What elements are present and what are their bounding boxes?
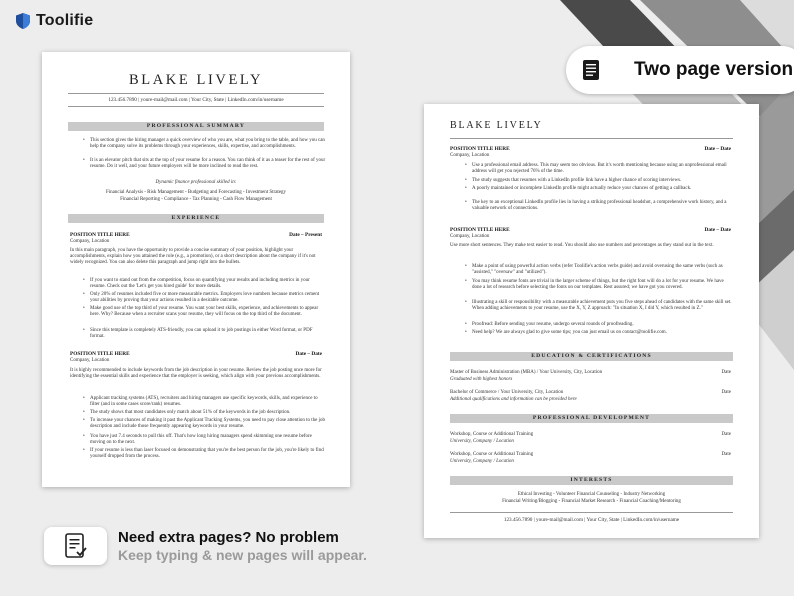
contact-line: 123.456.7890 | youre-mail@mail.com | Your City, State | LinkedIn.com/in/username	[108, 97, 284, 103]
job-bullet: • Only 20% of resumes included five or more measurable metrics. Employers love numbers because metrics cement your abilities by proving that your actions resulted in a desirable outcome.	[90, 292, 326, 304]
footer-title: Need extra pages? No problem	[118, 529, 339, 546]
resume-page-2	[424, 104, 759, 538]
summary-bullet: • This section gives the hiring manager a quick overview of who you are, what you bring to the table, and how you can help the company solve its problems through your experiences, skills, expertise, and accomplishments.	[90, 138, 326, 150]
divider	[450, 512, 733, 513]
development-course: Workshop, Course or Additional Training	[450, 452, 534, 457]
skills-heading: Dynamic finance professional skilled in:	[155, 180, 237, 185]
education-date: Date	[721, 370, 731, 375]
job-bullet: • The study shows that most candidates only match about 51% of the keywords in the job description.	[90, 410, 326, 416]
interests-line: Financial Writing/Blogging - Financial Market Research - Financial Coaching/Mentoring	[502, 499, 681, 504]
interests-line: Ethical Investing - Volunteer Financial Counseling - Industry Networking	[517, 492, 666, 497]
job-bullet: • Applicant tracking systems (ATS), recruiters and hiring managers use specific keywords, skills, and experience to filter (and in some cases score/rank) resumes.	[90, 396, 326, 408]
job-company: Company, Location	[70, 358, 110, 363]
badge-label: Two page version	[634, 59, 794, 80]
job-bullet: • The study suggests that resumes with a LinkedIn profile link have a higher chance of scoring interviews.	[472, 178, 734, 184]
skills-line: Financial Analysis - Risk Management - Budgeting and Forecasting - Investment Strategy	[105, 190, 287, 195]
job-bullet: • A poorly maintained or incomplete LinkedIn profile might actually reduce your chances of getting a callback.	[472, 186, 734, 192]
development-date: Date	[721, 452, 731, 457]
development-place: University, Company / Location	[450, 459, 514, 464]
education-date: Date	[721, 390, 731, 395]
section-title-experience: EXPERIENCE	[68, 214, 324, 223]
job-company: Company, Location	[450, 234, 490, 239]
job-bullet: • Since this template is completely ATS-friendly, you can upload it to job postings in either Word format, or PDF format.	[90, 328, 326, 340]
job-date: Date – Present	[289, 232, 322, 238]
job-date: Date – Date	[704, 146, 731, 152]
divider	[68, 106, 324, 107]
brand-name: Toolifie	[36, 12, 94, 29]
job-bullet: • Use a professional email address. This may seem too obvious. But it's worth mentioning because using an unprofessional email address will get you rejected 76% of the time.	[472, 163, 734, 175]
job-intro: In this main paragraph, you have the opportunity to provide a concise summary of your position, highlight your accomplishments, explain how you attained the role (e.g., a promotion), or a short description about the company if it's not widely recognized. You can also delete this paragraph and jump right into the bullets.	[70, 248, 316, 266]
two-page-badge	[566, 46, 794, 94]
job-title: POSITION TITLE HERE	[450, 227, 510, 233]
job-intro: It is highly recommended to include keywords from the job description in your resume. Review the job posting once more for identifying the essential skills and experience that the employer is seeking, which align with your previous accomplishments.	[70, 368, 322, 380]
checklist-icon	[63, 532, 89, 560]
job-title: POSITION TITLE HERE	[450, 146, 510, 152]
job-bullet: • To increase your chances of making it past the Applicant Tracking Systems, you need to pay close attention to the job description and include those frequently appearing keywords in your resume.	[90, 418, 326, 430]
job-bullet: • Need help? We are always glad to give some tips; you can just email us on contact@toolifie.com.	[472, 330, 734, 336]
section-title-education: EDUCATION & CERTIFICATIONS	[450, 352, 733, 361]
job-company: Company, Location	[450, 153, 490, 158]
job-bullet: • The key to an exceptional LinkedIn profile lies in having a striking professional headshot, a comprehensive work history, and a valuable network of connections.	[472, 200, 734, 212]
education-note: Additional qualifications and information can be provided here	[450, 397, 577, 402]
candidate-name: BLAKE LIVELY	[128, 72, 264, 88]
development-date: Date	[721, 432, 731, 437]
job-bullet: • Proofread: Before sending your resume, undergo several rounds of proofreading.	[472, 322, 734, 328]
document-icon	[582, 59, 600, 81]
job-bullet: • If your resume is less than laser focused on demonstrating that you're the best person for the job, you're likely to find yourself dropped from the process.	[90, 448, 326, 460]
section-title-interests: INTERESTS	[450, 476, 733, 485]
section-title-summary: PROFESSIONAL SUMMARY	[68, 122, 324, 131]
badge-icon-wrap	[572, 51, 610, 89]
job-bullet: • You have just 7.4 seconds to pull this off. That's how long hiring managers spend skimming one resume before moving on to the next.	[90, 434, 326, 446]
job-date: Date – Date	[704, 227, 731, 233]
skills-line: Financial Reporting - Compliance - Tax Planning - Cash Flow Management	[120, 197, 272, 202]
development-place: University, Company / Location	[450, 439, 514, 444]
section-title-development: PROFESSIONAL DEVELOPMENT	[450, 414, 733, 423]
resume-page-1	[42, 52, 350, 487]
job-title: POSITION TITLE HERE	[70, 232, 130, 238]
footer-subtitle: Keep typing & new pages will appear.	[118, 547, 367, 563]
contact-line: 123.456.7890 | youre-mail@mail.com | Your City, State | LinkedIn.com/in/username	[503, 517, 680, 523]
education-note: Graduated with highest honors	[450, 377, 513, 382]
candidate-name: BLAKE LIVELY	[450, 120, 543, 131]
shield-icon	[16, 13, 30, 29]
job-company: Company, Location	[70, 239, 110, 244]
development-course: Workshop, Course or Additional Training	[450, 432, 534, 437]
job-bullet: • Make good use of the top third of your resume. You want your best skills, experience, and achievements to appear here. Why? Because when a recruiter scans your resume, they will focus on the top third of the document.	[90, 306, 326, 318]
job-date: Date – Date	[295, 351, 322, 357]
job-intro: Use more short sentences. They make text easier to read. You should also use numbers and percentages as they stand out in the text.	[450, 243, 714, 248]
job-title: POSITION TITLE HERE	[70, 351, 130, 357]
job-bullet: • Illustrating a skill or responsibility with a measurable achievement puts you five steps ahead of candidates with the same skill set. When adding achievements to your resume, use the X, Y, Z approach: "In situation X, I did Y, which resulted in Z."	[472, 300, 734, 312]
divider	[68, 93, 324, 94]
education-degree: Master of Business Administration (MBA) / Your University, City, Location	[450, 370, 603, 375]
divider	[450, 138, 733, 139]
brand-logo	[16, 12, 93, 30]
education-degree: Bachelor of Commerce / Your University, City, Location	[450, 390, 564, 395]
checklist-icon-box	[44, 527, 107, 565]
job-bullet: • You may think resume fonts are trivial in the larger scheme of things, but the right font will do a lot for your resume. We have done a lot of research before selecting the fonts on our templates. Rest assured; we have got you covered.	[472, 279, 734, 291]
job-bullet: • If you want to stand out from the competition, focus on quantifying your results and including metrics in your resume. Check out the 'Let's get you hired guide' for more details.	[90, 278, 326, 290]
summary-bullet: • It is an elevator pitch that sits at the top of your resume for a reason. You can think of it as a teaser for the rest of your resume. Do it well, and your future employers will be more inclined to read the rest.	[90, 158, 326, 170]
job-bullet: • Make a point of using powerful action verbs (refer Toolifie's action verbs guide) and avoid overusing the same verbs (such as "assisted," "oversaw" and "utilized").	[472, 264, 734, 276]
